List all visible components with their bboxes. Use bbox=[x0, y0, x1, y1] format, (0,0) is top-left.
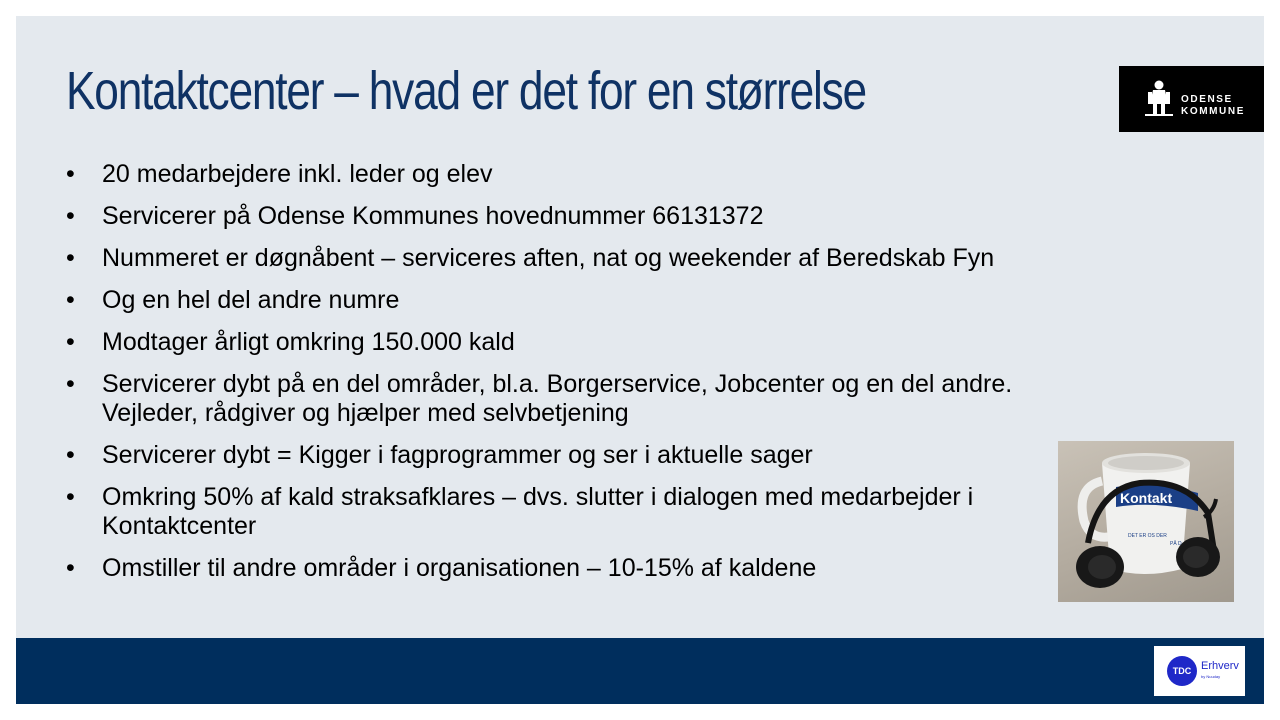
coat-of-arms-icon bbox=[1143, 78, 1175, 118]
photo-illustration bbox=[1058, 441, 1234, 602]
tdc-logo-icon: TDC bbox=[1167, 656, 1197, 686]
list-item bbox=[66, 370, 1066, 428]
bullet-text: Omkring 50% af kald straksafklares – dvs. slutter i dialogen med medarbejder i Kontaktcenter bbox=[102, 483, 974, 540]
tdc-brand-word: Erhverv bbox=[1201, 660, 1239, 672]
list-item bbox=[66, 244, 1066, 273]
list-item bbox=[66, 328, 1066, 357]
list-item bbox=[66, 202, 1066, 231]
logo-line-odense: ODENSE bbox=[1181, 94, 1233, 105]
bullet-text: Servicerer dybt på en del områder, bl.a. Borgerservice, Jobcenter og en del andre. Vejleder, rådgiver og hjælper med selvbetjening bbox=[102, 370, 1013, 427]
list-item bbox=[66, 160, 1066, 189]
footer-bar bbox=[16, 638, 1264, 704]
bullet-marker: • bbox=[66, 160, 75, 188]
bullet-marker: • bbox=[66, 370, 75, 398]
list-item bbox=[66, 441, 1066, 470]
headset-mug-photo bbox=[1058, 441, 1234, 602]
list-item bbox=[66, 483, 1066, 541]
bullet-text: Og en hel del andre numre bbox=[102, 286, 400, 314]
bullet-marker: • bbox=[66, 554, 75, 582]
bullet-marker: • bbox=[66, 328, 75, 356]
bullet-text: Servicerer dybt = Kigger i fagprogrammer og ser i aktuelle sager bbox=[102, 441, 813, 469]
mug-small-label-2: PÅ D bbox=[1170, 541, 1182, 547]
mug-label: Kontakt bbox=[1120, 490, 1173, 506]
list-item bbox=[66, 286, 1066, 315]
odense-kommune-logo bbox=[1119, 66, 1264, 132]
list-item bbox=[66, 554, 1066, 583]
bullet-marker: • bbox=[66, 286, 75, 314]
tdc-erhverv-logo bbox=[1154, 646, 1245, 696]
logo-line-kommune: KOMMUNE bbox=[1181, 106, 1245, 117]
bullet-marker: • bbox=[66, 441, 75, 469]
bullet-marker: • bbox=[66, 202, 75, 230]
bullet-text: Servicerer på Odense Kommunes hovednummer 66131372 bbox=[102, 202, 764, 230]
bullet-marker: • bbox=[66, 483, 75, 511]
bullet-text: 20 medarbejdere inkl. leder og elev bbox=[102, 160, 493, 188]
bullet-text: Modtager årligt omkring 150.000 kald bbox=[102, 328, 515, 356]
bullet-marker: • bbox=[66, 244, 75, 272]
mug-small-label: DET ER OS DER bbox=[1128, 533, 1167, 539]
slide bbox=[16, 16, 1264, 704]
bullet-text: Omstiller til andre områder i organisationen – 10-15% af kaldene bbox=[102, 554, 817, 582]
bullet-text: Nummeret er døgnåbent – serviceres aften, nat og weekender af Beredskab Fyn bbox=[102, 244, 995, 272]
tdc-brand-sub: by Nuuday bbox=[1201, 674, 1221, 679]
slide-title: Kontaktcenter – hvad er det for en størrelse bbox=[66, 61, 866, 121]
bullet-list bbox=[66, 160, 1066, 596]
